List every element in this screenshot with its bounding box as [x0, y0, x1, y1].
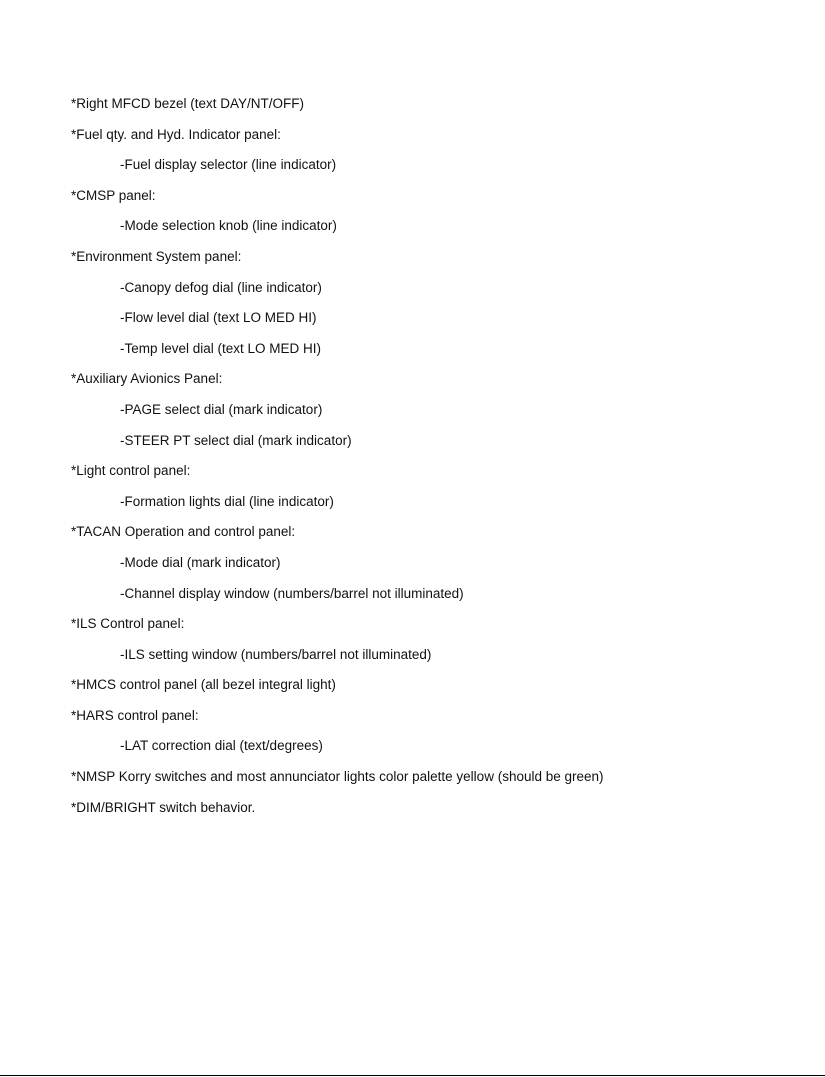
panel-item: *DIM/BRIGHT switch behavior. [71, 799, 256, 815]
panel-item: *Light control panel: [71, 463, 191, 479]
issue-list [71, 93, 771, 827]
sub-item: -PAGE select dial (mark indicator) [120, 401, 323, 417]
sub-item: -Mode selection knob (line indicator) [120, 218, 337, 234]
sub-item: -STEER PT select dial (mark indicator) [120, 432, 352, 448]
sub-item: -Fuel display selector (line indicator) [120, 157, 337, 173]
sub-item: -Formation lights dial (line indicator) [120, 493, 334, 509]
sub-item: -Canopy defog dial (line indicator) [120, 279, 322, 295]
page-bottom-rule [0, 1075, 825, 1076]
panel-item: *NMSP Korry switches and most annunciator lights color palette yellow (should be green) [71, 769, 604, 785]
sub-item: -Flow level dial (text LO MED HI) [120, 310, 317, 326]
sub-item: -Temp level dial (text LO MED HI) [120, 340, 322, 356]
panel-item: *CMSP panel: [71, 187, 156, 203]
panel-item: *HMCS control panel (all bezel integral light) [71, 677, 336, 693]
sub-item: -ILS setting window (numbers/barrel not illuminated) [120, 646, 432, 662]
sub-item: -Channel display window (numbers/barrel not illuminated) [120, 585, 464, 601]
sub-item: -Mode dial (mark indicator) [120, 554, 281, 570]
panel-item: *HARS control panel: [71, 707, 199, 723]
panel-item: *Environment System panel: [71, 248, 242, 264]
panel-item: *Fuel qty. and Hyd. Indicator panel: [71, 126, 281, 142]
panel-item: *ILS Control panel: [71, 616, 185, 632]
panel-item: *Right MFCD bezel (text DAY/NT/OFF) [71, 96, 305, 111]
panel-item: *TACAN Operation and control panel: [71, 524, 296, 540]
sub-item: -LAT correction dial (text/degrees) [120, 738, 323, 754]
panel-item: *Auxiliary Avionics Panel: [71, 371, 223, 387]
